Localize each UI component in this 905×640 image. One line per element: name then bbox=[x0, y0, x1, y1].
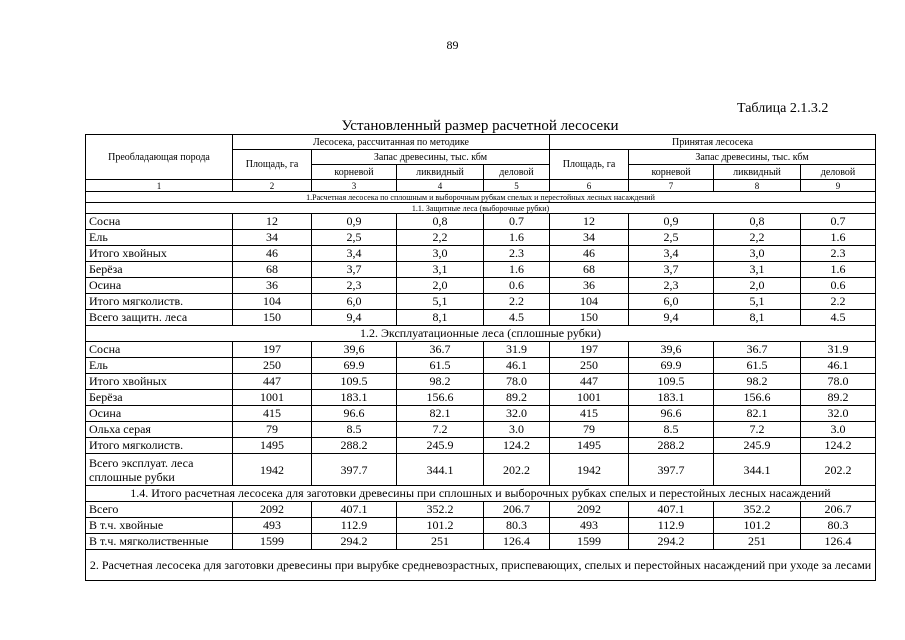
value-cell: 397.7 bbox=[629, 454, 714, 486]
value-cell: 12 bbox=[233, 214, 312, 230]
value-cell: 32.0 bbox=[484, 406, 550, 422]
value-cell: 32.0 bbox=[801, 406, 876, 422]
value-cell: 2,3 bbox=[629, 278, 714, 294]
value-cell: 294.2 bbox=[629, 534, 714, 550]
value-cell: 3.0 bbox=[801, 422, 876, 438]
value-cell: 251 bbox=[397, 534, 484, 550]
species-cell: В т.ч. мягколиственные bbox=[86, 534, 233, 550]
value-cell: 61.5 bbox=[714, 358, 801, 374]
value-cell: 4.5 bbox=[801, 310, 876, 326]
section-2-heading bbox=[86, 550, 876, 581]
value-cell: 245.9 bbox=[397, 438, 484, 454]
value-cell: 36.7 bbox=[714, 342, 801, 358]
table-label: Таблица 2.1.3.2 bbox=[737, 101, 829, 116]
table-row bbox=[86, 278, 876, 294]
value-cell: 101.2 bbox=[397, 518, 484, 534]
value-cell: 112.9 bbox=[312, 518, 397, 534]
value-cell: 1001 bbox=[550, 390, 629, 406]
column-number: 5 bbox=[484, 180, 550, 192]
table-row bbox=[86, 294, 876, 310]
value-cell: 251 bbox=[714, 534, 801, 550]
value-cell: 202.2 bbox=[801, 454, 876, 486]
species-cell: Итого хвойных bbox=[86, 246, 233, 262]
value-cell: 82.1 bbox=[397, 406, 484, 422]
value-cell: 2,0 bbox=[397, 278, 484, 294]
value-cell: 80.3 bbox=[801, 518, 876, 534]
value-cell: 80.3 bbox=[484, 518, 550, 534]
value-cell: 493 bbox=[233, 518, 312, 534]
value-cell: 288.2 bbox=[312, 438, 397, 454]
column-number: 6 bbox=[550, 180, 629, 192]
value-cell: 2,2 bbox=[714, 230, 801, 246]
column-number: 3 bbox=[312, 180, 397, 192]
column-number: 8 bbox=[714, 180, 801, 192]
section-2-heading-text: 2. Расчетная лесосека для заготовки древесины при вырубке средневозрастных, приспевающих, спелых и перестойных насаждений при уходе за лесами bbox=[86, 550, 876, 581]
value-cell: 78.0 bbox=[484, 374, 550, 390]
value-cell: 46.1 bbox=[801, 358, 876, 374]
value-cell: 104 bbox=[233, 294, 312, 310]
value-cell: 1942 bbox=[550, 454, 629, 486]
value-cell: 109.5 bbox=[312, 374, 397, 390]
table-row bbox=[86, 422, 876, 438]
value-cell: 89.2 bbox=[801, 390, 876, 406]
value-cell: 352.2 bbox=[397, 502, 484, 518]
value-cell: 156.6 bbox=[397, 390, 484, 406]
header-area: Площадь, га bbox=[550, 150, 629, 180]
value-cell: 6,0 bbox=[312, 294, 397, 310]
value-cell: 0,9 bbox=[629, 214, 714, 230]
value-cell: 250 bbox=[233, 358, 312, 374]
value-cell: 8.5 bbox=[629, 422, 714, 438]
value-cell: 5,1 bbox=[397, 294, 484, 310]
header-species: Преобладающая порода bbox=[86, 135, 233, 180]
species-cell: Сосна bbox=[86, 214, 233, 230]
value-cell: 7.2 bbox=[714, 422, 801, 438]
value-cell: 0,9 bbox=[312, 214, 397, 230]
header-area: Площадь, га bbox=[233, 150, 312, 180]
value-cell: 407.1 bbox=[629, 502, 714, 518]
value-cell: 1599 bbox=[550, 534, 629, 550]
column-number: 7 bbox=[629, 180, 714, 192]
value-cell: 352.2 bbox=[714, 502, 801, 518]
value-cell: 5,1 bbox=[714, 294, 801, 310]
value-cell: 124.2 bbox=[484, 438, 550, 454]
table-row bbox=[86, 534, 876, 550]
header-liquid: ликвидный bbox=[397, 165, 484, 180]
value-cell: 68 bbox=[550, 262, 629, 278]
value-cell: 294.2 bbox=[312, 534, 397, 550]
header-liquid: ликвидный bbox=[714, 165, 801, 180]
species-cell: Берёза bbox=[86, 262, 233, 278]
table-row bbox=[86, 438, 876, 454]
value-cell: 197 bbox=[550, 342, 629, 358]
section-1-heading-text: 1.Расчетная лесосека по сплошным и выборочным рубкам спелых и перестойных лесных насаждений bbox=[86, 192, 876, 203]
value-cell: 250 bbox=[550, 358, 629, 374]
value-cell: 36 bbox=[550, 278, 629, 294]
table-row bbox=[86, 342, 876, 358]
value-cell: 98.2 bbox=[397, 374, 484, 390]
page-number: 89 bbox=[446, 38, 459, 52]
value-cell: 61.5 bbox=[397, 358, 484, 374]
value-cell: 206.7 bbox=[484, 502, 550, 518]
value-cell: 89.2 bbox=[484, 390, 550, 406]
section-1-4-heading bbox=[86, 486, 876, 502]
value-cell: 31.9 bbox=[801, 342, 876, 358]
value-cell: 112.9 bbox=[629, 518, 714, 534]
value-cell: 6,0 bbox=[629, 294, 714, 310]
header-stock: Запас древесины, тыс. кбм bbox=[312, 150, 550, 165]
column-numbers-row bbox=[86, 180, 876, 192]
allowable-cut-table bbox=[85, 134, 876, 581]
value-cell: 82.1 bbox=[714, 406, 801, 422]
value-cell: 2.2 bbox=[484, 294, 550, 310]
value-cell: 150 bbox=[550, 310, 629, 326]
value-cell: 1.6 bbox=[484, 230, 550, 246]
species-cell: Итого мягколиств. bbox=[86, 438, 233, 454]
value-cell: 206.7 bbox=[801, 502, 876, 518]
header-accepted-group: Принятая лесосека bbox=[550, 135, 876, 150]
species-cell: Ольха серая bbox=[86, 422, 233, 438]
value-cell: 8,1 bbox=[397, 310, 484, 326]
value-cell: 150 bbox=[233, 310, 312, 326]
value-cell: 7.2 bbox=[397, 422, 484, 438]
value-cell: 46 bbox=[550, 246, 629, 262]
value-cell: 447 bbox=[550, 374, 629, 390]
value-cell: 3,1 bbox=[397, 262, 484, 278]
column-number: 9 bbox=[801, 180, 876, 192]
section-1-1-heading bbox=[86, 203, 876, 214]
species-cell: Всего эксплуат. леса сплошные рубки bbox=[86, 454, 233, 486]
value-cell: 69.9 bbox=[312, 358, 397, 374]
value-cell: 2,3 bbox=[312, 278, 397, 294]
value-cell: 415 bbox=[233, 406, 312, 422]
species-cell: Осина bbox=[86, 406, 233, 422]
value-cell: 2,5 bbox=[629, 230, 714, 246]
species-cell: Осина bbox=[86, 278, 233, 294]
value-cell: 183.1 bbox=[312, 390, 397, 406]
value-cell: 79 bbox=[233, 422, 312, 438]
value-cell: 202.2 bbox=[484, 454, 550, 486]
value-cell: 96.6 bbox=[629, 406, 714, 422]
value-cell: 3.0 bbox=[484, 422, 550, 438]
value-cell: 0,8 bbox=[714, 214, 801, 230]
value-cell: 126.4 bbox=[484, 534, 550, 550]
value-cell: 78.0 bbox=[801, 374, 876, 390]
value-cell: 31.9 bbox=[484, 342, 550, 358]
value-cell: 1599 bbox=[233, 534, 312, 550]
species-cell: Берёза bbox=[86, 390, 233, 406]
value-cell: 0.6 bbox=[484, 278, 550, 294]
value-cell: 101.2 bbox=[714, 518, 801, 534]
header-calc-group: Лесосека, рассчитанная по методике bbox=[233, 135, 550, 150]
value-cell: 2092 bbox=[233, 502, 312, 518]
table-row bbox=[86, 358, 876, 374]
species-cell: Ель bbox=[86, 230, 233, 246]
value-cell: 156.6 bbox=[714, 390, 801, 406]
value-cell: 69.9 bbox=[629, 358, 714, 374]
value-cell: 0,8 bbox=[397, 214, 484, 230]
header-stock: Запас древесины, тыс. кбм bbox=[629, 150, 876, 165]
value-cell: 39,6 bbox=[312, 342, 397, 358]
species-cell: Итого хвойных bbox=[86, 374, 233, 390]
value-cell: 3,7 bbox=[629, 262, 714, 278]
value-cell: 397.7 bbox=[312, 454, 397, 486]
value-cell: 126.4 bbox=[801, 534, 876, 550]
value-cell: 36.7 bbox=[397, 342, 484, 358]
column-number: 1 bbox=[86, 180, 233, 192]
table-row bbox=[86, 310, 876, 326]
value-cell: 3,4 bbox=[312, 246, 397, 262]
value-cell: 3,7 bbox=[312, 262, 397, 278]
section-1-2-heading bbox=[86, 326, 876, 342]
header-root: корневой bbox=[312, 165, 397, 180]
value-cell: 8,1 bbox=[714, 310, 801, 326]
header-root: корневой bbox=[629, 165, 714, 180]
species-cell: Сосна bbox=[86, 342, 233, 358]
value-cell: 46 bbox=[233, 246, 312, 262]
value-cell: 8.5 bbox=[312, 422, 397, 438]
value-cell: 124.2 bbox=[801, 438, 876, 454]
value-cell: 447 bbox=[233, 374, 312, 390]
value-cell: 344.1 bbox=[714, 454, 801, 486]
header-business: деловой bbox=[484, 165, 550, 180]
value-cell: 36 bbox=[233, 278, 312, 294]
value-cell: 1495 bbox=[233, 438, 312, 454]
value-cell: 2.3 bbox=[484, 246, 550, 262]
value-cell: 79 bbox=[550, 422, 629, 438]
table-title: Установленный размер расчетной лесосеки bbox=[341, 118, 619, 134]
table-row bbox=[86, 214, 876, 230]
value-cell: 1.6 bbox=[484, 262, 550, 278]
value-cell: 46.1 bbox=[484, 358, 550, 374]
value-cell: 3,4 bbox=[629, 246, 714, 262]
table-row bbox=[86, 230, 876, 246]
value-cell: 109.5 bbox=[629, 374, 714, 390]
value-cell: 2,0 bbox=[714, 278, 801, 294]
value-cell: 34 bbox=[233, 230, 312, 246]
value-cell: 3,1 bbox=[714, 262, 801, 278]
column-number: 2 bbox=[233, 180, 312, 192]
value-cell: 0.6 bbox=[801, 278, 876, 294]
table-row bbox=[86, 262, 876, 278]
value-cell: 1001 bbox=[233, 390, 312, 406]
value-cell: 0.7 bbox=[484, 214, 550, 230]
value-cell: 2092 bbox=[550, 502, 629, 518]
value-cell: 1.6 bbox=[801, 262, 876, 278]
value-cell: 4.5 bbox=[484, 310, 550, 326]
table-row bbox=[86, 502, 876, 518]
value-cell: 98.2 bbox=[714, 374, 801, 390]
value-cell: 245.9 bbox=[714, 438, 801, 454]
value-cell: 96.6 bbox=[312, 406, 397, 422]
value-cell: 1942 bbox=[233, 454, 312, 486]
table-row bbox=[86, 246, 876, 262]
value-cell: 288.2 bbox=[629, 438, 714, 454]
value-cell: 2.2 bbox=[801, 294, 876, 310]
value-cell: 9,4 bbox=[629, 310, 714, 326]
species-cell: Всего bbox=[86, 502, 233, 518]
value-cell: 0.7 bbox=[801, 214, 876, 230]
species-cell: Итого мягколиств. bbox=[86, 294, 233, 310]
table-row bbox=[86, 406, 876, 422]
value-cell: 104 bbox=[550, 294, 629, 310]
value-cell: 2.3 bbox=[801, 246, 876, 262]
value-cell: 407.1 bbox=[312, 502, 397, 518]
table-row bbox=[86, 454, 876, 486]
table-row bbox=[86, 374, 876, 390]
value-cell: 3,0 bbox=[714, 246, 801, 262]
value-cell: 68 bbox=[233, 262, 312, 278]
value-cell: 39,6 bbox=[629, 342, 714, 358]
species-cell: В т.ч. хвойные bbox=[86, 518, 233, 534]
section-1-1-heading-text: 1.1. Защитные леса (выборочные рубки) bbox=[86, 203, 876, 214]
value-cell: 344.1 bbox=[397, 454, 484, 486]
section-1-2-heading-text: 1.2. Эксплуатационные леса (сплошные рубки) bbox=[86, 326, 876, 342]
value-cell: 9,4 bbox=[312, 310, 397, 326]
value-cell: 3,0 bbox=[397, 246, 484, 262]
column-number: 4 bbox=[397, 180, 484, 192]
value-cell: 493 bbox=[550, 518, 629, 534]
value-cell: 34 bbox=[550, 230, 629, 246]
species-cell: Всего защитн. леса bbox=[86, 310, 233, 326]
value-cell: 415 bbox=[550, 406, 629, 422]
section-1-heading bbox=[86, 192, 876, 203]
table-row bbox=[86, 518, 876, 534]
value-cell: 197 bbox=[233, 342, 312, 358]
value-cell: 1495 bbox=[550, 438, 629, 454]
header-business: деловой bbox=[801, 165, 876, 180]
species-cell: Ель bbox=[86, 358, 233, 374]
value-cell: 2,5 bbox=[312, 230, 397, 246]
table-row bbox=[86, 390, 876, 406]
value-cell: 1.6 bbox=[801, 230, 876, 246]
value-cell: 12 bbox=[550, 214, 629, 230]
value-cell: 2,2 bbox=[397, 230, 484, 246]
value-cell: 183.1 bbox=[629, 390, 714, 406]
section-1-4-heading-text: 1.4. Итого расчетная лесосека для заготовки древесины при сплошных и выборочных рубках спелых и перестойных лесных насаждений bbox=[86, 486, 876, 502]
